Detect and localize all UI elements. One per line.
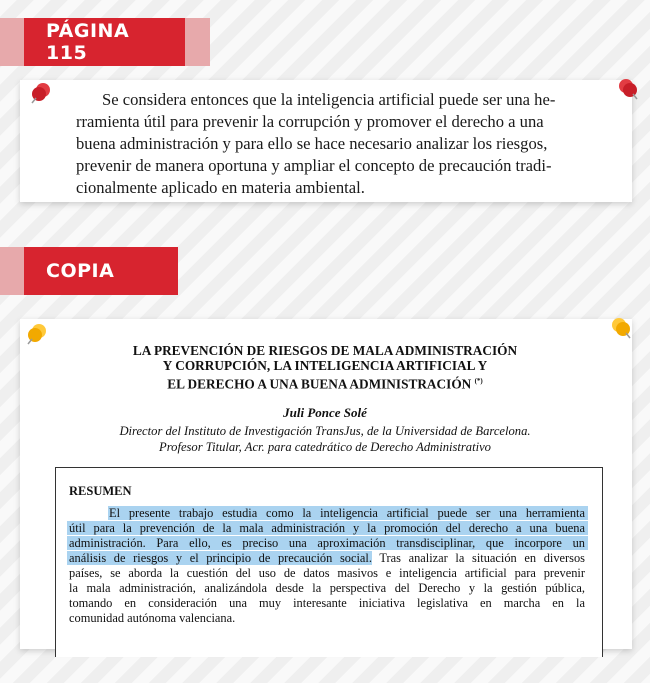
- pushpin-yellow-icon: [26, 323, 48, 345]
- abstract-line: países, se aborda la cuestión del uso de datos masivos e inteligencia artificial para prevenir: [69, 566, 585, 580]
- abstract-line: El presente trabajo estudia como la inteligencia artificial puede ser una herramienta: [109, 506, 585, 520]
- quote-text: [76, 89, 572, 199]
- abstract-line: la mala administración, analizándola desde la perspectiva del Derecho y la gestión pública,: [69, 581, 585, 595]
- pushpin-yellow-icon: [610, 317, 632, 339]
- doc-title-line: LA PREVENCIÓN DE RIESGOS DE MALA ADMINISTRACIÓN: [132, 343, 518, 358]
- abstract-heading: RESUMEN: [69, 484, 132, 498]
- quote-line: rramienta útil para prevenir la corrupción y promover el derecho a una: [76, 112, 544, 131]
- author-name: Juli Ponce Solé: [283, 405, 367, 420]
- quote-line: buena administración y para ello se hace necesario analizar los riesgos,: [76, 134, 548, 153]
- pushpin-red-icon: [30, 82, 52, 104]
- doc-title-line: Y CORRUPCIÓN, LA INTELIGENCIA ARTIFICIAL Y: [162, 358, 488, 373]
- doc-title-text: EL DERECHO A UNA BUENA ADMINISTRACIÓN: [167, 376, 472, 392]
- quote-line: prevenir de manera oportuna y ampliar el concepto de precaución tradi-: [76, 156, 552, 175]
- abstract-line: administración. Para ello, es preciso una aproximación transdisciplinar, que incorpore un: [69, 536, 585, 550]
- abstract-line: análisis de riesgos y el principio de precaución social. Tras analizar la situación en diversos: [69, 551, 585, 565]
- page-tag-label: PÁGINA 115: [24, 18, 185, 66]
- footnote-mark: (*): [474, 377, 483, 385]
- author-affiliation: Director del Instituto de Investigación TransJus, de la Universidad de Barcelona.: [119, 424, 531, 438]
- doc-title-line-last: [0, 373, 650, 392]
- pushpin-red-icon: [617, 78, 639, 100]
- abstract-line: comunidad autónoma valenciana.: [69, 611, 236, 625]
- abstract-line: útil para la prevención de la mala administración y la promoción del derecho a una buena: [69, 521, 585, 535]
- quote-line: cionalmente aplicado en materia ambiental.: [76, 178, 365, 197]
- author-position: Profesor Titular, Acr. para catedrático de Derecho Administrativo: [159, 440, 491, 454]
- copy-tag-label: COPIA: [24, 247, 178, 295]
- quote-line: Se considera entonces que la inteligencia artificial puede ser una he-: [102, 90, 556, 109]
- abstract-line: tomando en consideración una muy interesante iniciativa legislativa en marcha en la: [69, 596, 585, 610]
